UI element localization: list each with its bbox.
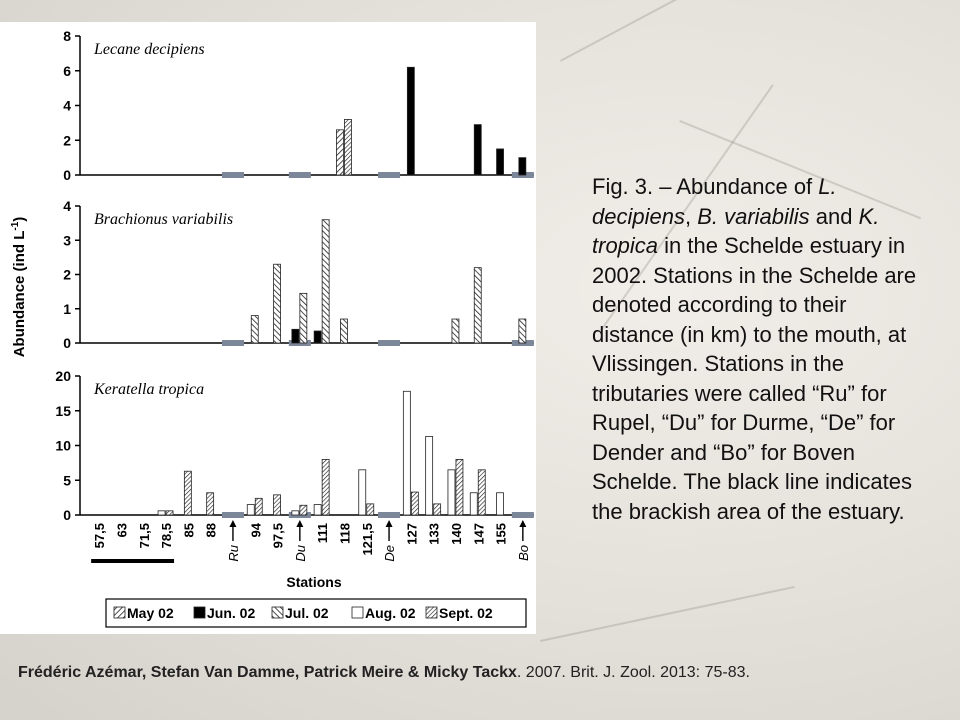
bar-sept-02-85 (184, 471, 191, 515)
x-tick-label: 63 (114, 523, 130, 538)
legend-label: Aug. 02 (365, 605, 416, 621)
background-fiber (540, 586, 795, 642)
bar-aug-02-1215 (359, 470, 366, 515)
bar-jul-02-94 (251, 316, 258, 343)
bar-jul-02-147 (474, 268, 481, 343)
x-tick-label: 118 (337, 523, 353, 544)
legend-swatch (194, 607, 205, 618)
y-tick-label: 1 (63, 300, 71, 317)
y-tick-label: 8 (63, 28, 71, 44)
y-tick-label: 0 (63, 335, 71, 351)
caption-species-3: K. tropica (592, 203, 880, 258)
x-tick-label: 85 (181, 523, 197, 538)
x-tick-label: 121,5 (359, 523, 375, 556)
caption-species-2: B. variabilis (697, 203, 810, 229)
y-tick-label: 0 (63, 507, 71, 523)
bar-jul-02-111 (322, 220, 329, 343)
x-tick-label: 140 (448, 523, 464, 545)
bar-jul-02-975 (274, 264, 281, 343)
y-tick-label: 6 (63, 62, 71, 79)
bar-sept-02-94 (255, 498, 262, 515)
figure-panel (0, 22, 536, 634)
bar-sept-02-118 (344, 119, 351, 175)
panel-0 (63, 28, 534, 183)
citation-line (18, 664, 948, 682)
y-tick-label: 3 (63, 232, 71, 249)
bar-jul-02-140 (452, 319, 459, 343)
x-tick-label: 78,5 (159, 523, 175, 549)
tributary-marker (222, 172, 244, 178)
x-tick-label: 57,5 (92, 523, 108, 549)
legend-label: May 02 (127, 605, 174, 621)
x-tick-label: 71,5 (136, 523, 152, 549)
y-tick-label: 10 (55, 437, 71, 454)
bar-jun-02-111 (314, 331, 321, 343)
tributary-marker (378, 340, 400, 346)
bar-jun-02-Bo (519, 158, 526, 175)
panel-2 (55, 368, 534, 523)
bar-aug-02-147 (470, 493, 477, 515)
tributary-marker (378, 512, 400, 518)
tributary-arrowhead (519, 520, 526, 527)
tributary-marker (222, 512, 244, 518)
tributary-marker (222, 340, 244, 346)
caption-text-4: in the Schelde estuary in 2002. Stations in the Schelde are denoted according to their distance (in km) to the mouth, at Vlissingen. Stations in the tributaries were called “Ru” for Rupel, “Du” for Durme, “De” for Dender and “Bo” for Boven Schelde. The black line indicates the brackish area of the estuary. (592, 233, 917, 524)
bar-aug-02-111 (314, 505, 321, 515)
bar-may-02-118 (336, 130, 343, 175)
citation-ampersand: & (403, 664, 424, 681)
y-tick-label: 4 (63, 97, 71, 114)
y-tick-label: 0 (63, 167, 71, 183)
legend-label: Sept. 02 (439, 605, 493, 621)
panel-title: Brachionus variabilis (94, 211, 234, 228)
bar-aug-02-785 (158, 511, 165, 515)
x-tick-label: 88 (203, 523, 219, 538)
bar-sept-02-88 (207, 493, 214, 515)
bar-aug-02-Du (292, 511, 299, 515)
bar-sept-02-785 (166, 511, 173, 515)
figure-caption (592, 172, 922, 526)
x-tick-label: 97,5 (270, 523, 286, 549)
y-axis-title-close: ) (11, 216, 28, 222)
tributary-marker (378, 172, 400, 178)
y-tick-label: 5 (63, 472, 71, 489)
tributary-marker (512, 512, 534, 518)
bar-aug-02-155 (497, 493, 504, 515)
y-tick-label: 4 (63, 198, 71, 214)
x-tick-label: Du (292, 545, 308, 562)
bar-aug-02-133 (426, 436, 433, 515)
bar-jun-02-Du (292, 329, 299, 343)
bar-sept-02-1215 (367, 504, 374, 515)
y-axis-title (10, 217, 28, 358)
y-tick-label: 2 (63, 266, 71, 283)
x-tick-label: 111 (315, 523, 331, 544)
citation-source: . 2007. Brit. J. Zool. 2013: 75-83. (516, 664, 750, 681)
bar-aug-02-94 (247, 505, 254, 515)
bar-sept-02-133 (434, 504, 441, 515)
caption-text-1: Fig. 3. – Abundance of (592, 174, 819, 199)
bar-aug-02-140 (448, 470, 455, 515)
tributary-arrowhead (296, 520, 303, 527)
caption-text-3: and (809, 203, 859, 229)
caption-text-2: , (684, 203, 698, 229)
bar-sept-02-Du (300, 505, 307, 515)
bar-sept-02-140 (456, 459, 463, 515)
x-tick-label: 147 (471, 523, 487, 545)
legend-swatch (352, 607, 363, 618)
x-tick-label: De (382, 545, 398, 562)
legend-label: Jun. 02 (207, 605, 256, 621)
legend (106, 599, 526, 627)
caption-species-1: L. decipiens (592, 174, 837, 229)
citation-last-author: Micky Tackx (423, 664, 517, 681)
x-tick-label: Bo (515, 545, 531, 561)
bar-sept-02-975 (274, 495, 281, 515)
tributary-arrowhead (229, 520, 236, 527)
x-tick-label: 94 (248, 523, 264, 538)
panel-title: Keratella tropica (94, 381, 205, 398)
bar-sept-02-147 (478, 470, 485, 515)
legend-swatch (272, 607, 283, 618)
bar-aug-02-127 (403, 391, 410, 515)
x-tick-label: 155 (493, 523, 509, 545)
background-fiber (560, 0, 852, 62)
x-axis-title: Stations (286, 574, 342, 590)
tributary-arrowhead (386, 520, 393, 527)
abundance-chart (0, 22, 536, 634)
y-tick-label: 2 (63, 132, 71, 149)
legend-label: Jul. 02 (285, 605, 329, 621)
bar-jun-02-147 (474, 125, 481, 175)
citation-authors: Frédéric Azémar, Stefan Van Damme, Patrick Meire (18, 664, 404, 681)
bar-jun-02-127 (407, 67, 414, 175)
y-axis-title-sup: -1 (10, 221, 21, 231)
x-tick-label: 127 (404, 523, 420, 545)
y-tick-label: 20 (55, 368, 71, 384)
y-tick-label: 15 (55, 402, 71, 419)
x-tick-label: Ru (225, 545, 241, 562)
panel-title: Lecane decipiens (94, 41, 205, 58)
x-tick-label: 133 (426, 523, 442, 545)
y-axis-title-main: Abundance (ind L (11, 230, 28, 358)
tributary-marker (289, 172, 311, 178)
panel-1 (63, 198, 534, 351)
bar-sept-02-127 (411, 492, 418, 515)
bar-jul-02-Bo (519, 319, 526, 343)
bar-sept-02-111 (322, 459, 329, 515)
bar-jun-02-155 (497, 149, 504, 175)
legend-swatch (114, 607, 125, 618)
legend-swatch (426, 607, 437, 618)
bar-jul-02-Du (300, 293, 307, 343)
bar-jul-02-118 (340, 319, 347, 343)
